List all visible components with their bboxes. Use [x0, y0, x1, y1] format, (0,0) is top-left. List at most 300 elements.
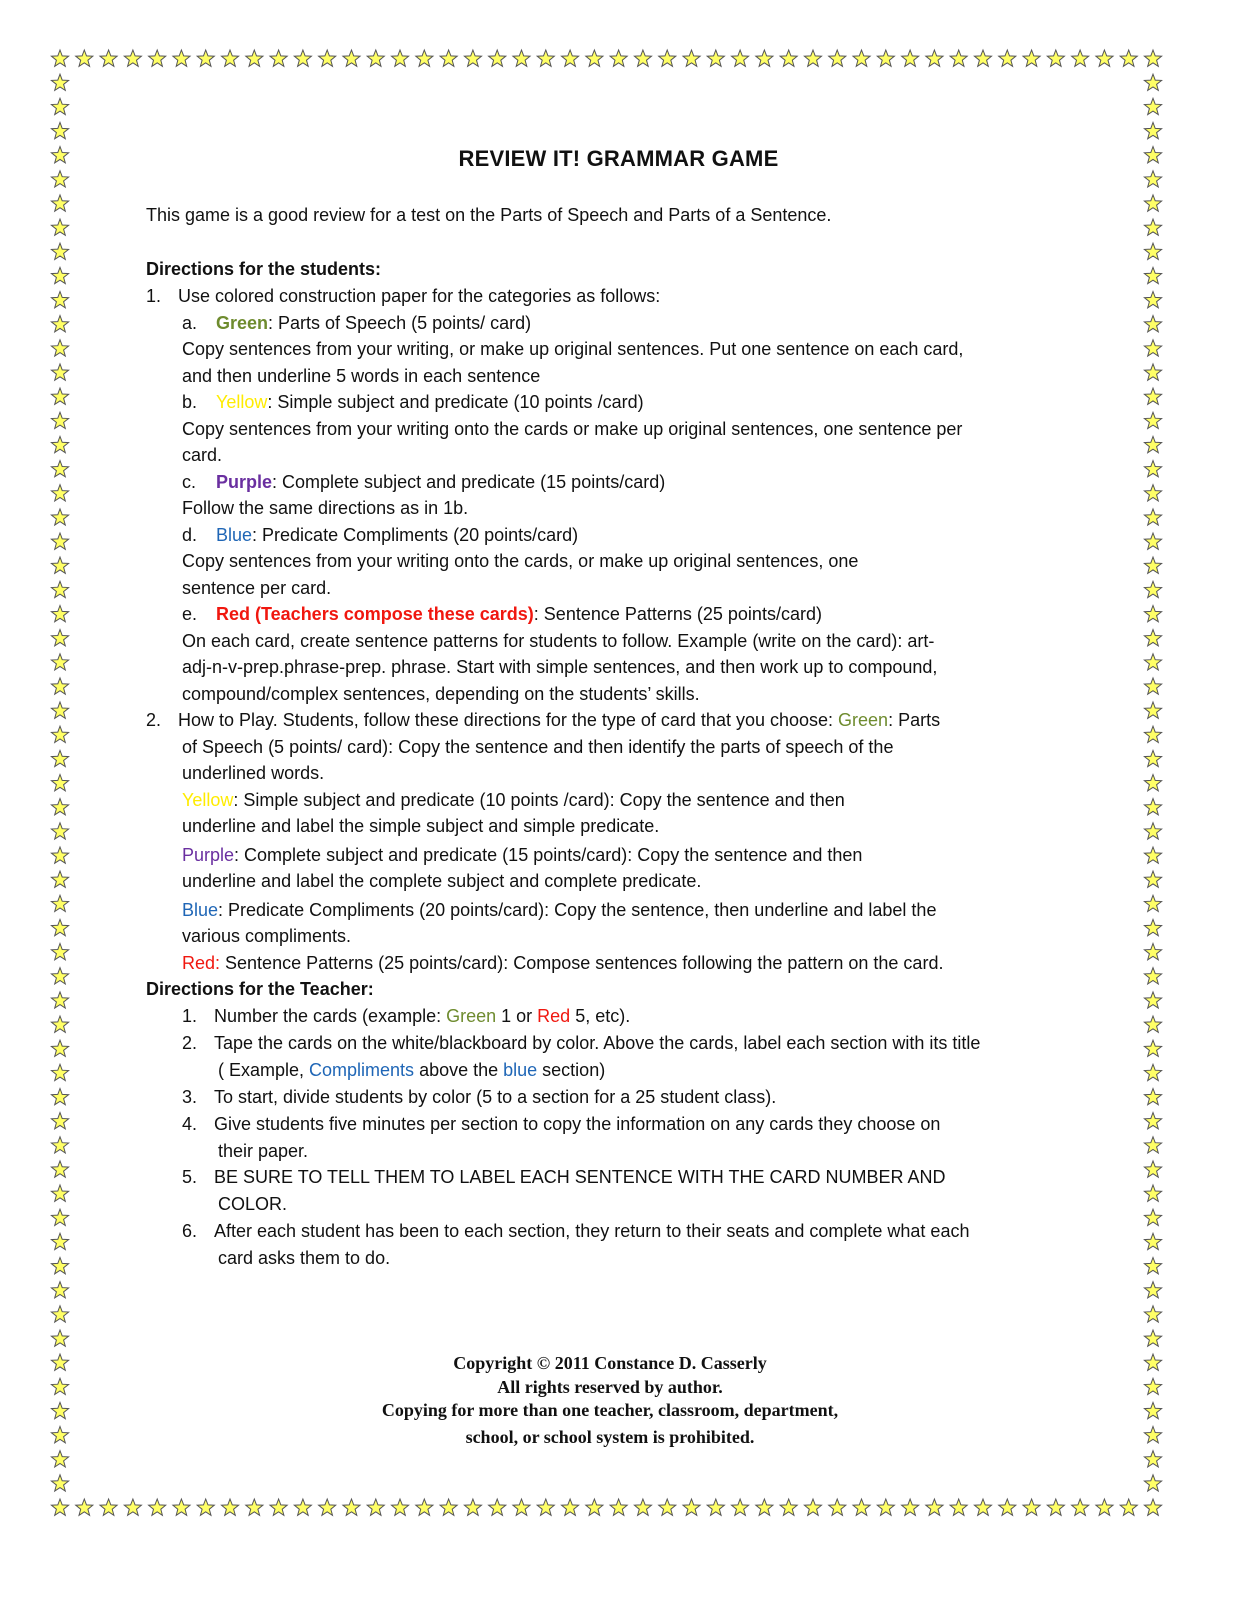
star-icon — [1144, 292, 1161, 308]
star-icon — [1072, 1499, 1089, 1515]
star-icon — [51, 1354, 68, 1370]
star-icon — [634, 50, 651, 66]
star-icon — [246, 1499, 263, 1515]
star-icon — [51, 799, 68, 815]
star-icon — [464, 1499, 481, 1515]
teacher-item-line — [146, 1057, 1091, 1084]
star-icon — [877, 1499, 894, 1515]
star-icon — [1144, 823, 1161, 839]
star-icon — [294, 50, 311, 66]
item-text: ( Example, — [218, 1060, 310, 1080]
star-icon — [1144, 871, 1161, 887]
item-text: Number the cards (example: — [214, 1006, 447, 1026]
star-icon — [51, 968, 68, 984]
star-icon — [51, 171, 68, 187]
star-icon — [392, 1499, 409, 1515]
star-icon — [416, 1499, 433, 1515]
teacher-item — [146, 1030, 1091, 1057]
sub-letter: d. — [182, 524, 198, 545]
item-text: : Predicate Compliments (20 points/card): Copy the sentence, then underline and label the — [218, 899, 937, 920]
star-icon — [51, 1016, 68, 1032]
star-icon — [780, 50, 797, 66]
star-icon — [586, 1499, 603, 1515]
star-icon — [51, 823, 68, 839]
color-label-blue: blue — [503, 1060, 538, 1080]
item-text: : Simple subject and predicate (10 points /card): Copy the sentence and then — [233, 789, 845, 810]
item-text: Sentence Patterns (25 points/card): Compose sentences following the pattern on the card. — [220, 952, 944, 973]
star-icon — [51, 1378, 68, 1394]
star-icon — [51, 1137, 68, 1153]
color-label-green: Green — [216, 312, 269, 333]
star-icon — [51, 871, 68, 887]
color-label-yellow: Yellow — [182, 789, 234, 810]
star-icon — [537, 50, 554, 66]
color-label-red: Red (Teachers compose these cards) — [216, 604, 534, 624]
star-icon — [197, 50, 214, 66]
sub-letter: a. — [182, 312, 198, 333]
star-icon — [51, 654, 68, 670]
star-icon — [51, 316, 68, 332]
star-icon — [51, 919, 68, 935]
star-icon — [804, 50, 821, 66]
star-icon — [51, 1089, 68, 1105]
star-icon — [853, 1499, 870, 1515]
star-icon — [51, 1040, 68, 1056]
color-label-blue: Blue — [216, 524, 253, 545]
star-icon — [51, 678, 68, 694]
star-icon — [51, 1499, 68, 1515]
star-icon — [149, 1499, 166, 1515]
star-icon — [319, 1499, 336, 1515]
intro-paragraph: This game is a good review for a test on the Parts of Speech and Parts of a Sentence. — [146, 205, 832, 225]
color-label-blue: Compliments — [309, 1060, 415, 1080]
star-icon — [1144, 1258, 1161, 1274]
item-text: section) — [537, 1060, 606, 1080]
teacher-heading: Directions for the Teacher: — [146, 979, 374, 999]
star-icon — [464, 50, 481, 66]
star-icon — [270, 50, 287, 66]
color-label-blue: Blue — [182, 899, 219, 920]
star-icon — [51, 775, 68, 791]
item-text: : Complete subject and predicate (15 points/card): Copy the sentence and then — [234, 844, 863, 865]
item-line: underline and label the complete subject and complete predicate. — [182, 871, 702, 891]
star-icon — [1120, 1499, 1137, 1515]
star-icon — [1144, 195, 1161, 211]
list-item — [146, 707, 1091, 734]
sub-item-green — [146, 310, 1091, 337]
sub-desc-line: compound/complex sentences, depending on the students’ skills. — [182, 683, 700, 704]
star-icon — [1144, 1040, 1161, 1056]
star-icon — [1144, 1451, 1161, 1467]
document-page — [146, 146, 1091, 1271]
star-icon — [610, 50, 627, 66]
star-icon — [950, 50, 967, 66]
star-icon — [1047, 1499, 1064, 1515]
star-icon — [51, 1258, 68, 1274]
list-item — [146, 283, 1091, 310]
star-icon — [1144, 992, 1161, 1008]
star-icon — [1144, 895, 1161, 911]
star-icon — [51, 1185, 68, 1201]
star-icon — [513, 50, 530, 66]
item-text: How to Play. Students, follow these directions for the type of card that you choose: — [178, 710, 839, 730]
star-icon — [1144, 509, 1161, 525]
star-icon — [1144, 316, 1161, 332]
star-icon — [999, 50, 1016, 66]
teacher-item — [146, 1164, 1091, 1191]
star-icon — [51, 606, 68, 622]
item-text: 1 or — [496, 1006, 538, 1026]
star-icon — [1047, 50, 1064, 66]
star-icon — [732, 50, 749, 66]
footer-line: All rights reserved by author. — [497, 1376, 723, 1397]
star-icon — [51, 1451, 68, 1467]
star-icon — [756, 1499, 773, 1515]
star-icon — [51, 219, 68, 235]
sub-desc-line: On each card, create sentence patterns for students to follow. Example (write on the card): art- — [182, 630, 935, 651]
item-text: Tape the cards on the white/blackboard by color. Above the cards, label each section with its title — [214, 1033, 981, 1053]
star-icon — [1144, 702, 1161, 718]
star-icon — [1144, 678, 1161, 694]
teacher-item — [146, 1084, 1091, 1111]
star-icon — [343, 1499, 360, 1515]
star-icon — [51, 750, 68, 766]
star-icon — [367, 1499, 384, 1515]
star-icon — [804, 1499, 821, 1515]
star-icon — [1144, 799, 1161, 815]
star-icon — [1144, 968, 1161, 984]
color-label-purple: Purple — [216, 471, 273, 492]
star-icon — [51, 388, 68, 404]
star-icon — [1144, 847, 1161, 863]
star-icon — [1144, 388, 1161, 404]
sub-item-text: : Parts of Speech (5 points/ card) — [268, 312, 532, 333]
star-icon — [1144, 243, 1161, 259]
teacher-item — [146, 1111, 1091, 1138]
item-text: BE SURE TO TELL THEM TO LABEL EACH SENTENCE WITH THE CARD NUMBER AND — [214, 1167, 946, 1187]
star-icon — [51, 944, 68, 960]
item-text: After each student has been to each section, they return to their seats and complete what each — [214, 1220, 970, 1241]
star-icon — [1144, 654, 1161, 670]
item-line: various compliments. — [182, 926, 352, 946]
star-icon — [124, 1499, 141, 1515]
star-icon — [659, 50, 676, 66]
star-icon — [149, 50, 166, 66]
item-text: Give students five minutes per section to copy the information on any cards they choose on — [214, 1113, 941, 1134]
item-line — [146, 787, 1091, 814]
star-icon — [1144, 1137, 1161, 1153]
star-icon — [1144, 219, 1161, 235]
star-icon — [1144, 74, 1161, 90]
item-text: To start, divide students by color (5 to a section for a 25 student class). — [214, 1086, 777, 1107]
item-line — [146, 950, 1091, 977]
color-label-green: Green — [446, 1006, 497, 1026]
star-icon — [707, 1499, 724, 1515]
color-label-yellow: Yellow — [216, 392, 268, 412]
star-icon — [634, 1499, 651, 1515]
star-icon — [1144, 1185, 1161, 1201]
star-icon — [780, 1499, 797, 1515]
sub-item-text: : Sentence Patterns (25 points/card) — [533, 604, 822, 624]
star-icon — [51, 50, 68, 66]
sub-letter: b. — [182, 392, 198, 412]
star-icon — [1144, 1354, 1161, 1370]
star-icon — [683, 50, 700, 66]
star-icon — [51, 509, 68, 525]
item-line: underline and label the simple subject and simple predicate. — [182, 816, 660, 836]
star-icon — [1144, 775, 1161, 791]
footer-line: Copying for more than one teacher, classroom, department, — [381, 1400, 839, 1420]
star-icon — [1144, 122, 1161, 138]
star-icon — [902, 1499, 919, 1515]
star-icon — [51, 1161, 68, 1177]
sub-item-blue — [146, 522, 1091, 549]
star-icon — [51, 1475, 68, 1491]
star-icon — [1144, 1330, 1161, 1346]
star-icon — [343, 50, 360, 66]
teacher-item-line: their paper. — [218, 1140, 309, 1161]
star-icon — [246, 50, 263, 66]
star-icon — [829, 50, 846, 66]
star-icon — [489, 50, 506, 66]
star-icon — [562, 50, 579, 66]
star-icon — [1144, 1089, 1161, 1105]
sub-item-text: : Predicate Compliments (20 points/card) — [252, 524, 579, 545]
star-icon — [1144, 1402, 1161, 1418]
star-icon — [76, 1499, 93, 1515]
star-icon — [416, 50, 433, 66]
star-icon — [513, 1499, 530, 1515]
star-icon — [1144, 1161, 1161, 1177]
star-icon — [1144, 171, 1161, 187]
star-icon — [51, 340, 68, 356]
sub-item-yellow — [146, 389, 1091, 416]
star-icon — [950, 1499, 967, 1515]
teacher-item-line: card asks them to do. — [218, 1247, 391, 1268]
star-icon — [829, 1499, 846, 1515]
item-number: 1. — [182, 1006, 198, 1026]
star-icon — [926, 50, 943, 66]
sub-desc-line: sentence per card. — [182, 577, 332, 598]
star-icon — [270, 1499, 287, 1515]
star-icon — [1144, 630, 1161, 646]
star-icon — [707, 50, 724, 66]
star-icon — [1144, 944, 1161, 960]
star-icon — [1144, 1113, 1161, 1129]
star-icon — [1144, 364, 1161, 380]
star-icon — [51, 533, 68, 549]
star-icon — [1096, 1499, 1113, 1515]
star-icon — [173, 1499, 190, 1515]
star-icon — [1144, 533, 1161, 549]
star-icon — [1144, 557, 1161, 573]
item-number: 5. — [182, 1167, 198, 1187]
star-icon — [51, 1282, 68, 1298]
star-icon — [51, 1209, 68, 1225]
star-icon — [51, 267, 68, 283]
item-text: above the — [414, 1060, 504, 1080]
star-icon — [1072, 50, 1089, 66]
star-icon — [974, 1499, 991, 1515]
star-icon — [51, 581, 68, 597]
star-icon — [659, 1499, 676, 1515]
star-icon — [51, 147, 68, 163]
star-icon — [440, 50, 457, 66]
teacher-item — [146, 1003, 1091, 1030]
star-icon — [319, 50, 336, 66]
item-text: : Parts — [888, 710, 941, 730]
item-line: of Speech (5 points/ card): Copy the sentence and then identify the parts of speech of the — [182, 736, 894, 757]
star-icon — [100, 1499, 117, 1515]
sub-item-text: : Complete subject and predicate (15 points/card) — [272, 471, 666, 492]
item-number: 1. — [146, 286, 162, 306]
star-icon — [683, 1499, 700, 1515]
star-icon — [1144, 50, 1161, 66]
page-title: REVIEW IT! GRAMMAR GAME — [458, 146, 779, 171]
footer-line: school, or school system is prohibited. — [465, 1426, 755, 1447]
star-icon — [367, 50, 384, 66]
item-number: 3. — [182, 1086, 198, 1107]
star-icon — [1144, 412, 1161, 428]
star-icon — [1144, 340, 1161, 356]
sub-item-text: : Simple subject and predicate (10 points /card) — [267, 392, 644, 412]
star-icon — [1144, 750, 1161, 766]
star-icon — [999, 1499, 1016, 1515]
star-icon — [1144, 581, 1161, 597]
star-icon — [877, 50, 894, 66]
star-icon — [51, 1233, 68, 1249]
star-icon — [51, 195, 68, 211]
color-label-green: Green — [838, 710, 889, 730]
item-line — [146, 842, 1091, 869]
sub-letter: c. — [182, 471, 197, 492]
item-line: underlined words. — [182, 763, 325, 783]
star-icon — [51, 702, 68, 718]
star-icon — [1144, 1475, 1161, 1491]
star-icon — [537, 1499, 554, 1515]
star-icon — [489, 1499, 506, 1515]
star-icon — [51, 74, 68, 90]
star-icon — [1144, 1282, 1161, 1298]
star-icon — [51, 726, 68, 742]
star-icon — [51, 412, 68, 428]
students-heading: Directions for the students: — [146, 259, 382, 279]
sub-desc-line: and then underline 5 words in each sentence — [182, 365, 541, 386]
star-icon — [1144, 461, 1161, 477]
copyright-footer — [300, 1352, 920, 1449]
sub-desc-line: Follow the same directions as in 1b. — [182, 498, 469, 518]
star-icon — [756, 50, 773, 66]
star-icon — [51, 847, 68, 863]
star-icon — [51, 436, 68, 452]
star-icon — [974, 50, 991, 66]
star-icon — [197, 1499, 214, 1515]
star-icon — [294, 1499, 311, 1515]
star-icon — [1023, 1499, 1040, 1515]
star-icon — [926, 1499, 943, 1515]
sub-item-purple — [146, 469, 1091, 496]
teacher-item-line: COLOR. — [218, 1194, 288, 1214]
star-icon — [51, 1306, 68, 1322]
star-icon — [1144, 1233, 1161, 1249]
sub-desc-line: Copy sentences from your writing onto the cards or make up original sentences, one sentence per — [182, 418, 963, 439]
color-label-purple: Purple — [182, 844, 235, 865]
star-icon — [392, 50, 409, 66]
star-icon — [51, 557, 68, 573]
star-icon — [51, 895, 68, 911]
star-icon — [124, 50, 141, 66]
teacher-item — [146, 1218, 1091, 1245]
star-icon — [902, 50, 919, 66]
item-text: Use colored construction paper for the categories as follows: — [178, 286, 661, 306]
star-icon — [51, 1113, 68, 1129]
star-icon — [1144, 1499, 1161, 1515]
item-line — [146, 897, 1091, 924]
sub-desc-line: Copy sentences from your writing onto the cards, or make up original sentences, one — [182, 551, 859, 571]
star-icon — [1144, 1064, 1161, 1080]
star-icon — [51, 364, 68, 380]
star-icon — [51, 122, 68, 138]
color-label-red: Red: — [182, 952, 221, 973]
sub-desc-line: adj-n-v-prep.phrase-prep. phrase. Start with simple sentences, and then work up to compound, — [182, 657, 938, 677]
star-icon — [51, 243, 68, 259]
star-icon — [51, 1402, 68, 1418]
star-icon — [1144, 1016, 1161, 1032]
star-icon — [1144, 1427, 1161, 1443]
star-icon — [51, 98, 68, 114]
star-icon — [100, 50, 117, 66]
star-icon — [1023, 50, 1040, 66]
color-label-red: Red — [537, 1006, 571, 1026]
sub-desc-line: Copy sentences from your writing, or make up original sentences. Put one sentence on each card, — [182, 339, 964, 359]
footer-line: Copyright © 2011 Constance D. Casserly — [453, 1353, 767, 1373]
star-icon — [1144, 267, 1161, 283]
star-icon — [1144, 1378, 1161, 1394]
star-icon — [51, 1330, 68, 1346]
star-icon — [1144, 919, 1161, 935]
star-icon — [51, 485, 68, 501]
star-icon — [1144, 726, 1161, 742]
star-icon — [51, 461, 68, 477]
item-number: 2. — [146, 710, 162, 730]
sub-item-red — [146, 601, 1091, 628]
star-icon — [1144, 147, 1161, 163]
item-number: 4. — [182, 1113, 198, 1134]
item-number: 2. — [182, 1033, 198, 1053]
star-icon — [1144, 1306, 1161, 1322]
star-icon — [1144, 436, 1161, 452]
item-number: 6. — [182, 1220, 198, 1241]
star-icon — [610, 1499, 627, 1515]
star-icon — [51, 1064, 68, 1080]
star-icon — [586, 50, 603, 66]
sub-desc-line: card. — [182, 445, 223, 465]
star-icon — [732, 1499, 749, 1515]
star-icon — [51, 992, 68, 1008]
star-icon — [51, 1427, 68, 1443]
star-icon — [1144, 1209, 1161, 1225]
star-icon — [51, 292, 68, 308]
star-icon — [853, 50, 870, 66]
star-icon — [222, 1499, 239, 1515]
star-icon — [1096, 50, 1113, 66]
item-text: 5, etc). — [570, 1006, 631, 1026]
star-icon — [562, 1499, 579, 1515]
sub-letter: e. — [182, 604, 198, 624]
star-icon — [222, 50, 239, 66]
star-icon — [173, 50, 190, 66]
star-icon — [51, 630, 68, 646]
